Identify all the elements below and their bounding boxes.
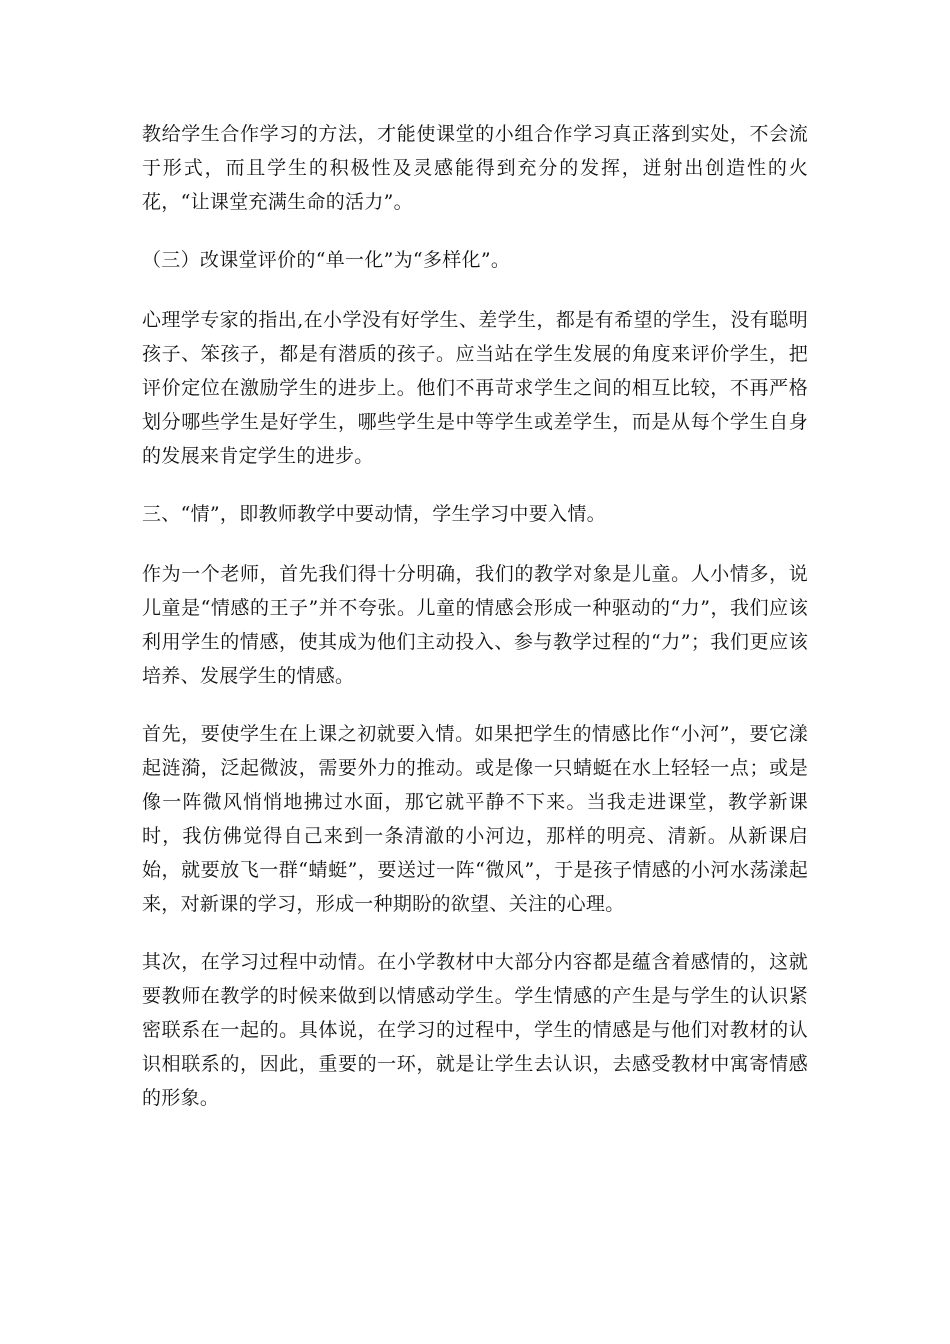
document-body [142, 117, 808, 1139]
section-heading-emotion: 三、“情”，即教师教学中要动情，学生学习中要入情。 [142, 503, 606, 525]
paragraph-teacher-role: 作为一个老师，首先我们得十分明确，我们的教学对象是儿童。人小情多，说儿童是“情感的王子”并不夸张。儿童的情感会形成一种驱动的“力”，我们应该利用学生的情感，使其成为他们主动投入、参与教学过程的“力”；我们更应该培养、发展学生的情感。 [142, 563, 808, 687]
paragraph-cooperative-learning: 教给学生合作学习的方法，才能使课堂的小组合作学习真正落到实处，不会流于形式，而且学生的积极性及灵感能得到充分的发挥，迸射出创造性的火花，“让课堂充满生命的活力”。 [142, 123, 808, 213]
paragraph-class-start: 首先，要使学生在上课之初就要入情。如果把学生的情感比作“小河”，要它漾起涟漪，泛起微波，需要外力的推动。或是像一只蜻蜓在水上轻轻一点；或是像一阵微风悄悄地拂过水面，那它就平静不下来。当我走进课堂，教学新课时，我仿佛觉得自己来到一条清澈的小河边，那样的明亮、清新。从新课启始，就要放飞一群“蜻蜓”，要送过一阵“微风”，于是孩子情感的小河水荡漾起来，对新课的学习，形成一种期盼的欲望、关注的心理。 [142, 723, 808, 915]
paragraph-learning-process: 其次，在学习过程中动情。在小学教材中大部分内容都是蕴含着感情的，这就要教师在教学的时候来做到以情感动学生。学生情感的产生是与学生的认识紧密联系在一起的。具体说，在学习的过程中，学生的情感是与他们对教材的认识相联系的，因此，重要的一环，就是让学生去认识，去感受教材中寓寄情感的形象。 [142, 951, 808, 1109]
section-heading-evaluation: （三）改课堂评价的“单一化”为“多样化”。 [142, 249, 511, 271]
paragraph-evaluation: 心理学专家的指出,在小学没有好学生、差学生，都是有希望的学生，没有聪明孩子、笨孩子，都是有潜质的孩子。应当站在学生发展的角度来评价学生，把评价定位在激励学生的进步上。他们不再苛求学生之间的相互比较，不再严格划分哪些学生是好学生，哪些学生是中等学生或差学生，而是从每个学生自身的发展来肯定学生的进步。 [142, 309, 808, 467]
